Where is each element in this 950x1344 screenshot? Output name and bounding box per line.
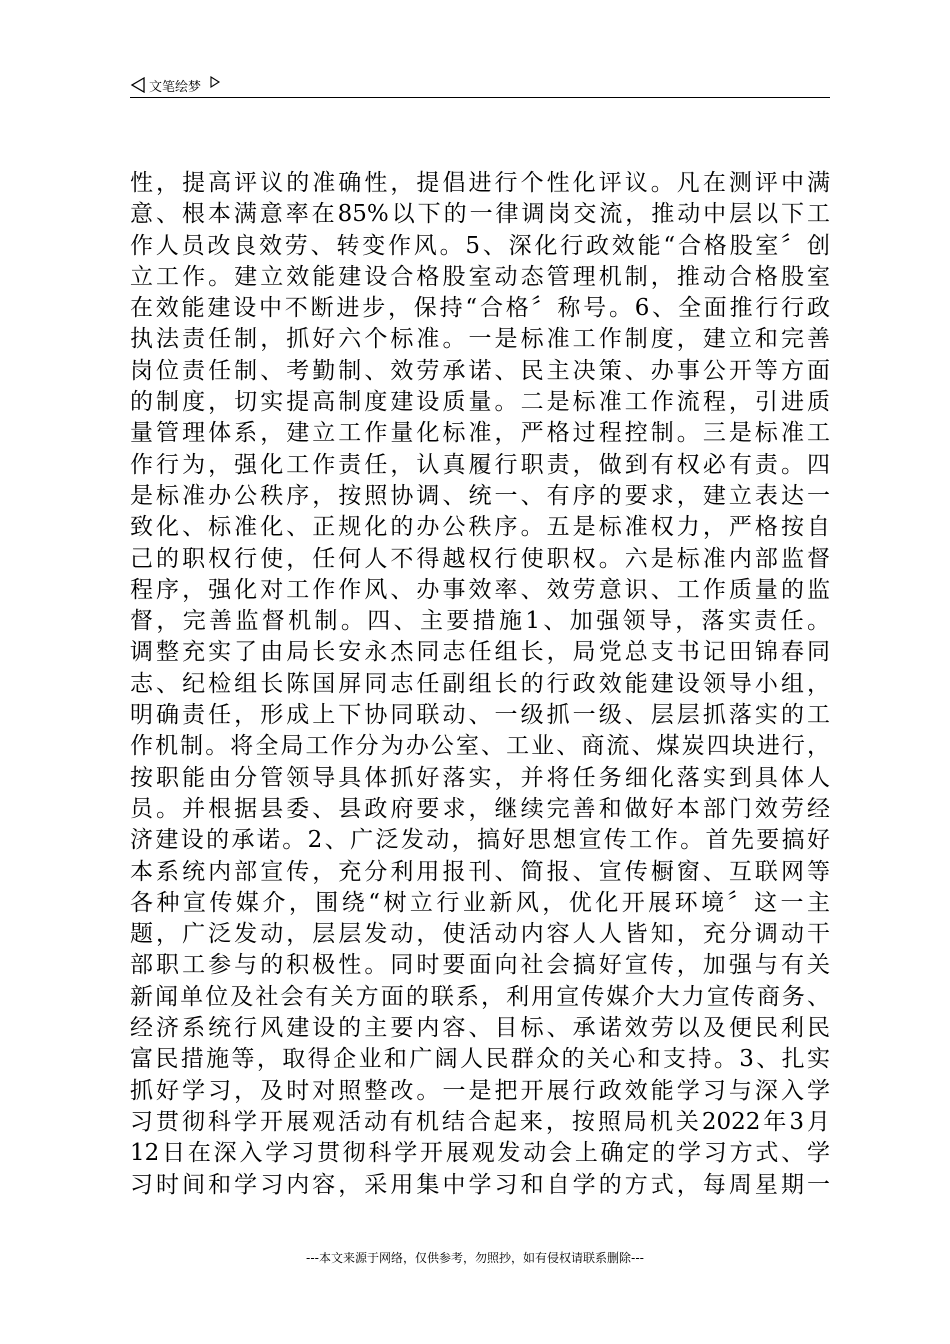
text-line: 12日在深入学习贯彻科学开展观发动会上确定的学习方式、学 [130,1140,830,1167]
text-line: 程序，强化对工作作风、办事效率、效劳意识、工作质量的监 [130,576,830,603]
text-line: 济建设的承诺。2、广泛发动，搞好思想宣传工作。首先要搞好 [130,827,830,854]
header-title: 文笔绘梦 [149,79,202,95]
text-line: 己的职权行使，任何人不得越权行使职权。六是标准内部监督 [130,545,830,572]
text-line: 是标准办公秩序，按照协调、统一、有序的要求，建立表达一 [130,482,830,509]
text-line: 习贯彻科学开展观活动有机结合起来，按照局机关2022年3月 [130,1108,830,1135]
triangle-left-icon [130,77,146,93]
text-line: 作行为，强化工作责任，认真履行职责，做到有权必有责。四 [130,451,830,478]
page-footer: ---本文来源于网络，仅供参考，勿照抄，如有侵权请联系删除--- [306,1251,644,1265]
text-line: 的制度，切实提高制度建设质量。二是标准工作流程，引进质 [130,389,830,416]
text-line: 意、根本满意率在85%以下的一律调岗交流，推动中层以下工 [130,201,830,228]
text-line: 致化、标准化、正规化的办公秩序。五是标准权力，严格按自 [130,514,830,541]
text-line: 作机制。将全局工作分为办公室、工业、商流、煤炭四块进行， [130,733,830,760]
text-line: 员。并根据县委、县政府要求，继续完善和做好本部门效劳经 [130,795,830,822]
page-header [130,74,221,96]
text-line: 本系统内部宣传，充分利用报刊、简报、宣传橱窗、互联网等 [130,858,830,885]
text-line: 新闻单位及社会有关方面的联系，利用宣传媒介大力宣传商务、 [130,983,830,1010]
text-line: 调整充实了由局长安永杰同志任组长，局党总支书记田锦春同 [130,639,830,666]
text-line: 富民措施等，取得企业和广阔人民群众的关心和支持。3、扎实 [130,1046,830,1073]
text-line: 岗位责任制、考勤制、效劳承诺、民主决策、办事公开等方面 [130,357,830,384]
text-line: 各种宣传媒介，围绕“树立行业新风，优化开展环境〞这一主 [130,889,830,916]
text-line: 立工作。建立效能建设合格股室动态管理机制，推动合格股室 [130,263,830,290]
text-line: 督，完善监督机制。四、主要措施1、加强领导，落实责任。 [130,608,830,635]
text-line: 志、纪检组长陈国屏同志任副组长的行政效能建设领导小组， [130,670,830,697]
triangle-right-icon [209,76,221,88]
text-line: 作人员改良效劳、转变作风。5、深化行政效能“合格股室〞创 [130,232,830,259]
text-line: 在效能建设中不断进步，保持“合格〞称号。6、全面推行行政 [130,295,830,322]
text-line: 题，广泛发动，层层发动，使活动内容人人皆知，充分调动干 [130,921,830,948]
text-line: 性，提高评议的准确性，提倡进行个性化评议。凡在测评中满 [130,170,830,196]
text-line: 习时间和学习内容，采用集中学习和自学的方式，每周星期一 [130,1171,830,1198]
text-line: 按职能由分管领导具体抓好落实，并将任务细化落实到具体人 [130,764,830,791]
text-line: 经济系统行风建设的主要内容、目标、承诺效劳以及便民利民 [130,1015,830,1042]
text-line: 量管理体系，建立工作量化标准，严格过程控制。三是标准工 [130,420,830,447]
header-divider [130,97,830,98]
text-line: 执法责任制，抓好六个标准。一是标准工作制度，建立和完善 [130,326,830,353]
text-line: 明确责任，形成上下协同联动、一级抓一级、层层抓落实的工 [130,702,830,729]
text-line: 抓好学习，及时对照整改。一是把开展行政效能学习与深入学 [130,1077,830,1104]
document-body [130,168,830,1201]
text-line: 部职工参与的积极性。同时要面向社会搞好宣传，加强与有关 [130,952,830,979]
